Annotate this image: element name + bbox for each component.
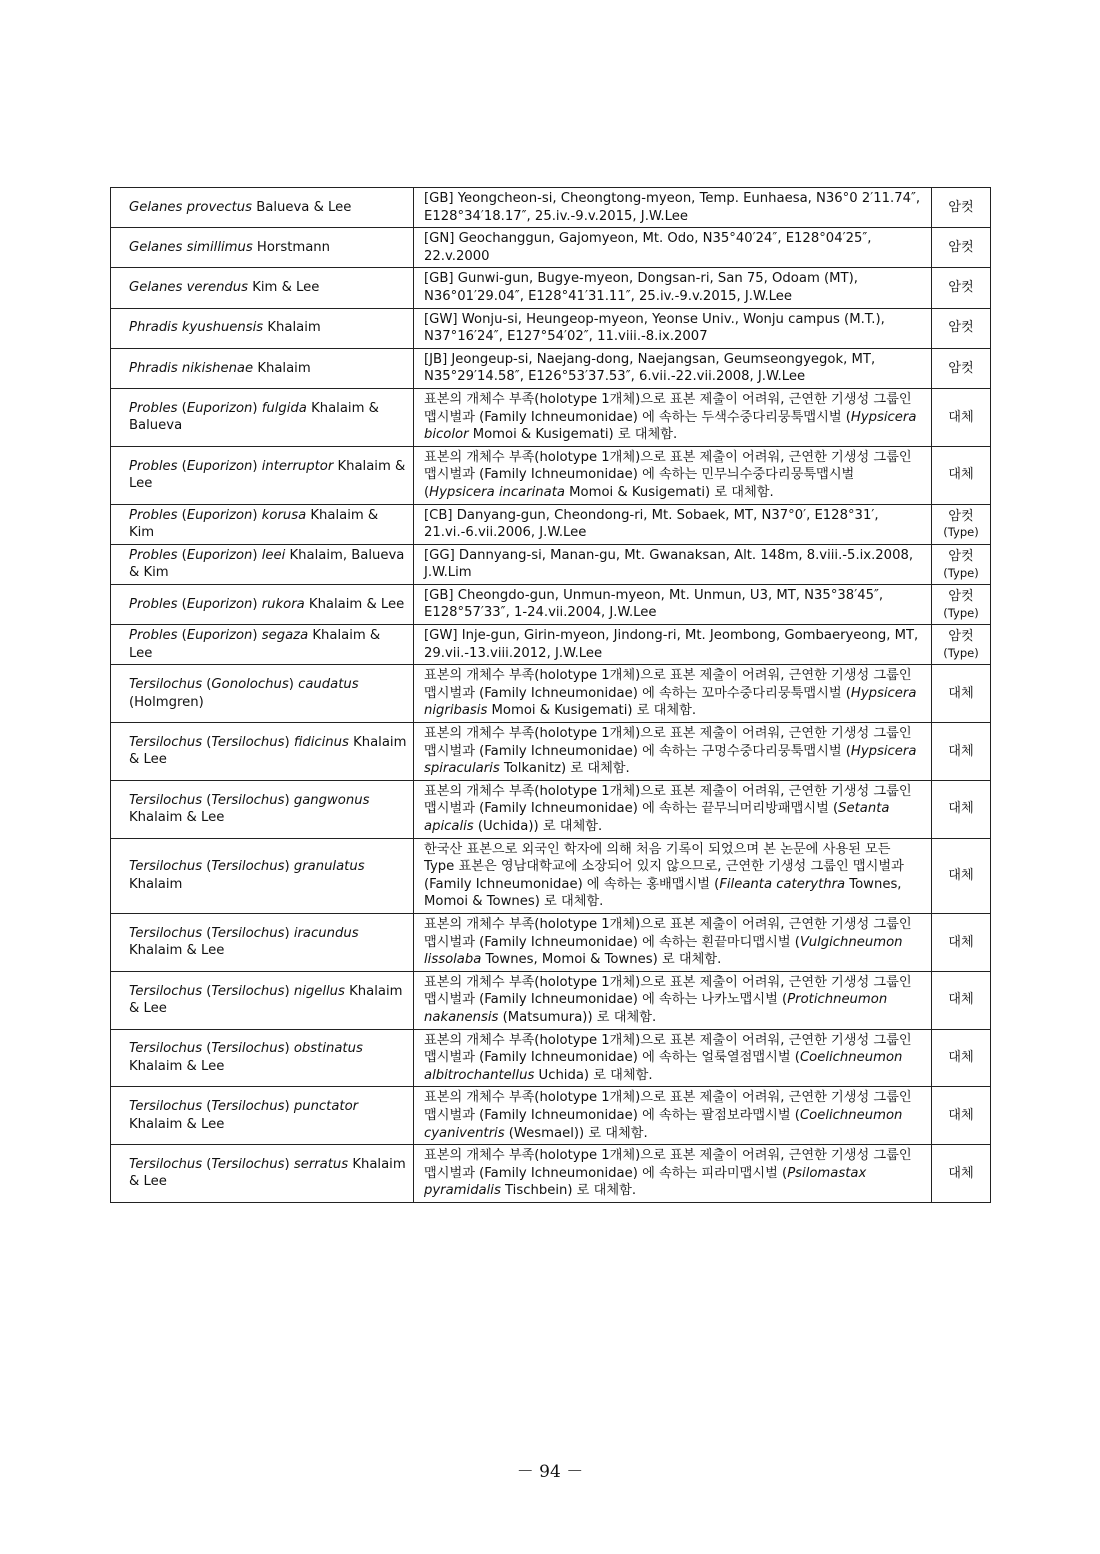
species-text-run: ( [177, 628, 187, 644]
species-cell [111, 1145, 414, 1203]
table-row [111, 913, 991, 971]
specimen-text-run: 표본의 개체수 부족(holotype 1개체)으로 표본 제출이 어려워, 근연한 기생성 그룹인 맵시벌과 (Family Ichneumonidae) 에 속하는 끝무늬머리방패맵시벌 ( [424, 783, 912, 817]
species-text-run: ) [252, 400, 262, 416]
species-text-run: korusa [261, 507, 307, 523]
specimen-text-run: (Uchida)) 로 대체함. [473, 819, 603, 834]
species-text-run: ) [284, 1041, 294, 1057]
species-text-run: ) [284, 925, 294, 941]
species-text-run: Khalaim & Lee [129, 983, 403, 1017]
species-text-run: Khalaim & Lee [129, 734, 407, 768]
species-text-run: (Holmgren) [129, 694, 204, 710]
type-label: (Type) [943, 525, 979, 540]
specimen-text-run: Coelichneumon albitrochantellus [424, 1050, 903, 1083]
species-cell [111, 1087, 414, 1145]
species-text-run: ( [202, 859, 212, 875]
specimen-text-run: (Wesmael)) 로 대체함. [504, 1125, 648, 1141]
specimen-text-run: 한국산 표본으로 외국인 학자에 의해 처음 기록이 되었으며 본 논문에 사용된 모든 Type 표본은 영남대학교에 소장되어 있지 않으므로, 근연한 기생성 그룹인 맵시벌과 (Family Ichneumonidae) 에 속하는 홍배맵시벌 ( [424, 841, 904, 892]
specimen-text-run: [GG] Dannyang-si, Manan-gu, Mt. Gwanaksan, Alt. 148m, 8.viii.-5.ix.2008, J.W.Lim [424, 547, 914, 581]
specimen-cell [414, 268, 932, 308]
species-cell [111, 544, 414, 584]
specimen-text-run: (Matsumura)) 로 대체함. [498, 1009, 657, 1025]
species-text-run: Khalaim & Lee [129, 458, 406, 492]
table-row [111, 188, 991, 228]
table-row [111, 446, 991, 504]
status-cell [932, 446, 991, 504]
species-text-run: ( [202, 1156, 212, 1172]
status-cell [932, 584, 991, 624]
specimen-text-run: Hypsicera incarinata [429, 484, 565, 500]
species-cell [111, 780, 414, 838]
species-cell [111, 838, 414, 913]
species-text-run: Tersilochus [129, 734, 203, 750]
specimen-text-run: Momoi & Kusigemati) 로 대체함. [468, 427, 678, 443]
status-label: 대체 [948, 409, 974, 425]
species-text-run: ) [284, 1156, 294, 1172]
species-text-run: Phradis kyushuensis [129, 320, 264, 336]
species-text-run: Khalaim & Kim [129, 507, 379, 541]
species-cell [111, 308, 414, 348]
specimen-text-run: [CB] Danyang-gun, Cheondong-ri, Mt. Sobaek, MT, N37°0′, E128°31′, 21.vi.-6.vii.2006, J.W.Lee [424, 507, 879, 541]
table-row [111, 723, 991, 781]
specimen-cell [414, 723, 932, 781]
specimen-text-run: 표본의 개체수 부족(holotype 1개체)으로 표본 제출이 어려워, 근연한 기생성 그룹인 맵시벌과 (Family Ichneumonidae) 에 속하는 꼬마수중다리뭉툭맵시벌 ( [424, 668, 912, 701]
status-cell [932, 665, 991, 723]
specimen-text-run: Momoi & Kusigemati) 로 대체함. [564, 484, 774, 500]
species-text-run: obstinatus [293, 1041, 363, 1057]
specimen-text-run: 표본의 개체수 부족(holotype 1개체)으로 표본 제출이 어려워, 근연한 기생성 그룹인 맵시벌과 (Family Ichneumonidae) 에 속하는 구멍수중다리뭉툭맵시벌 ( [424, 726, 912, 759]
status-label: 암컷 [948, 239, 974, 255]
species-text-run: ) [252, 547, 262, 563]
specimen-text-run: Tolkanitz) 로 대체함. [499, 761, 630, 777]
species-text-run: Euporizon [186, 458, 253, 474]
status-cell [932, 971, 991, 1029]
status-label: 대체 [948, 467, 974, 483]
status-cell [932, 838, 991, 913]
specimen-cell [414, 971, 932, 1029]
specimen-cell [414, 348, 932, 388]
species-text-run: Tersilochus [211, 734, 285, 750]
status-cell [932, 268, 991, 308]
species-text-run: ) [252, 507, 262, 523]
species-text-run: Euporizon [186, 628, 253, 644]
specimen-cell [414, 1029, 932, 1087]
species-text-run: ( [177, 507, 187, 523]
species-cell [111, 446, 414, 504]
species-text-run: ) [252, 596, 262, 612]
status-cell [932, 1029, 991, 1087]
specimen-text-run: Setanta apicalis [424, 801, 890, 834]
species-text-run: ) [284, 983, 294, 999]
species-cell [111, 971, 414, 1029]
table-row [111, 780, 991, 838]
species-text-run: iracundus [293, 925, 359, 941]
specimen-text-run: [GN] Geochanggun, Gajomyeon, Mt. Odo, N35°40′24″, E128°04′25″, 22.v.2000 [424, 231, 872, 264]
species-text-run: ( [202, 792, 212, 808]
species-text-run: segaza [261, 628, 309, 644]
specimen-text-run: Psilomastax pyramidalis [424, 1165, 867, 1199]
species-text-run: Horstmann [252, 239, 331, 255]
specimen-cell [414, 308, 932, 348]
species-text-run: Probles [129, 596, 178, 612]
species-text-run: fulgida [261, 400, 307, 416]
specimen-cell [414, 780, 932, 838]
species-text-run: ) [252, 458, 262, 474]
specimen-text-run: [GB] Yeongcheon-si, Cheongtong-myeon, Temp. Eunhaesa, N36°0 2′11.74″, E128°34′18.17″, 25.iv.-9.v.2015, J.W.Lee [424, 191, 921, 224]
specimen-text-run: Hypsicera nigribasis [424, 685, 917, 719]
species-text-run: Probles [129, 400, 178, 416]
species-text-run: Tersilochus [211, 983, 285, 999]
species-text-run: ) [284, 734, 294, 750]
table-row [111, 308, 991, 348]
species-text-run: Tersilochus [211, 1156, 285, 1172]
specimen-cell [414, 388, 932, 446]
specimen-text-run: [GB] Cheongdo-gun, Unmun-myeon, Mt. Unmun, U3, MT, N35°38′45″, E128°57′33″, 1-24.vii.2004, J.W.Lee [424, 587, 884, 621]
species-text-run: Gelanes verendus [129, 280, 249, 296]
specimen-cell [414, 1145, 932, 1203]
species-text-run: Khalaim & Lee [304, 596, 405, 612]
specimen-text-run: 표본의 개체수 부족(holotype 1개체)으로 표본 제출이 어려워, 근연한 기생성 그룹인 맵시벌과 (Family Ichneumonidae) 에 속하는 민무늬수중다리뭉툭맵시벌 ( [424, 449, 912, 500]
table-row [111, 1087, 991, 1145]
species-text-run: ) [284, 859, 294, 875]
specimen-cell [414, 446, 932, 504]
species-text-run: Tersilochus [129, 1099, 203, 1115]
status-label: 암컷 [948, 508, 974, 524]
species-text-run: ( [202, 983, 212, 999]
species-cell [111, 665, 414, 723]
status-label: 암컷 [948, 548, 974, 564]
species-text-run: Euporizon [186, 596, 253, 612]
species-text-run: Tersilochus [211, 1041, 285, 1057]
type-label: (Type) [943, 605, 979, 620]
table-row [111, 544, 991, 584]
species-text-run: serratus [293, 1156, 349, 1172]
status-cell [932, 780, 991, 838]
species-cell [111, 1029, 414, 1087]
status-label: 대체 [948, 934, 974, 950]
species-text-run: Khalaim & Lee [129, 1058, 225, 1074]
specimen-cell [414, 544, 932, 584]
table-row [111, 838, 991, 913]
table-row [111, 268, 991, 308]
specimen-text-run: [GB] Gunwi-gun, Bugye-myeon, Dongsan-ri, San 75, Odoam (MT), N36°01′29.04″, E128°41′31.11″, 25.iv.-9.v.2015, J.W.Lee [424, 271, 858, 304]
page-number: － 94 － [516, 1462, 584, 1482]
species-text-run: ( [202, 925, 212, 941]
species-text-run: ) [284, 792, 294, 808]
specimen-text-run: Fileanta caterythra [719, 876, 846, 892]
status-cell [932, 388, 991, 446]
status-label: 암컷 [948, 589, 974, 605]
species-text-run: Tersilochus [129, 677, 203, 693]
species-text-run: Kim & Lee [248, 280, 320, 296]
specimen-text-run: [GW] Wonju-si, Heungeop-myeon, Yeonse Univ., Wonju campus (M.T.), N37°16′24″, E127°54′02″, 11.viii.-8.ix.2007 [424, 311, 885, 345]
species-text-run: Balueva & Lee [252, 199, 352, 215]
species-cell [111, 268, 414, 308]
species-text-run: Euporizon [186, 507, 253, 523]
status-label: 암컷 [948, 629, 974, 645]
species-text-run: Tersilochus [211, 792, 285, 808]
species-text-run: Khalaim & Lee [129, 628, 381, 661]
species-cell [111, 584, 414, 624]
status-label: 암컷 [948, 320, 974, 336]
type-label: (Type) [943, 645, 979, 660]
species-text-run: Khalaim & Lee [129, 810, 225, 826]
status-cell [932, 308, 991, 348]
species-text-run: Khalaim & Lee [129, 1156, 406, 1190]
species-text-run: fidicinus [293, 734, 349, 750]
species-text-run: ( [202, 1041, 212, 1057]
species-text-run: Tersilochus [211, 1099, 285, 1115]
species-text-run: Khalaim [129, 876, 183, 892]
species-text-run: caudatus [298, 677, 359, 693]
status-cell [932, 188, 991, 228]
specimen-text-run: Townes, Momoi & Townes) 로 대체함. [481, 952, 722, 968]
status-cell [932, 1145, 991, 1203]
specimen-text-run: Townes, Momoi & Townes) 로 대체함. [424, 876, 902, 910]
status-cell [932, 1087, 991, 1145]
species-text-run: Khalaim, Balueva & Kim [129, 547, 405, 581]
specimen-text-run: 표본의 개체수 부족(holotype 1개체)으로 표본 제출이 어려워, 근연한 기생성 그룹인 맵시벌과 (Family Ichneumonidae) 에 속하는 나카노맵시벌 ( [424, 974, 912, 1008]
specimen-text-run: Vulgichneumon lissolaba [424, 934, 903, 968]
specimen-cell [414, 188, 932, 228]
table-row [111, 584, 991, 624]
specimen-cell [414, 665, 932, 723]
species-text-run: ( [202, 734, 212, 750]
species-cell [111, 188, 414, 228]
species-text-run: Khalaim & Lee [129, 943, 225, 959]
species-text-run: rukora [261, 596, 305, 612]
species-text-run: ( [202, 1099, 212, 1115]
status-label: 대체 [948, 1050, 974, 1066]
species-text-run: Probles [129, 628, 178, 644]
species-text-run: Euporizon [186, 547, 253, 563]
species-text-run: Tersilochus [211, 859, 285, 875]
specimen-text-run: 표본의 개체수 부족(holotype 1개체)으로 표본 제출이 어려워, 근연한 기생성 그룹인 맵시벌과 (Family Ichneumonidae) 에 속하는 팔점보라맵시벌 ( [424, 1090, 912, 1123]
species-cell [111, 228, 414, 268]
specimen-text-run: 표본의 개체수 부족(holotype 1개체)으로 표본 제출이 어려워, 근연한 기생성 그룹인 맵시벌과 (Family Ichneumonidae) 에 속하는 두색수중다리뭉툭맵시벌 ( [424, 391, 912, 425]
species-cell [111, 913, 414, 971]
species-text-run: Khalaim & Balueva [129, 400, 379, 434]
species-text-run: punctator [293, 1099, 359, 1115]
specimen-text-run: Hypsicera spiracularis [424, 743, 917, 777]
status-cell [932, 504, 991, 544]
species-text-run: Khalaim [263, 320, 321, 336]
specimen-cell [414, 838, 932, 913]
species-text-run: Khalaim & Lee [129, 1116, 225, 1132]
status-cell [932, 625, 991, 665]
table-row [111, 388, 991, 446]
status-cell [932, 913, 991, 971]
species-text-run: Probles [129, 507, 178, 523]
specimen-text-run: Tischbein) 로 대체함. [500, 1183, 637, 1199]
species-cell [111, 348, 414, 388]
specimen-text-run: Hypsicera bicolor [424, 409, 917, 443]
status-label: 대체 [948, 685, 974, 701]
species-text-run: Tersilochus [129, 1156, 203, 1172]
status-cell [932, 544, 991, 584]
status-cell [932, 228, 991, 268]
status-label: 암컷 [948, 280, 974, 296]
status-label: 대체 [948, 1165, 974, 1181]
specimen-cell [414, 504, 932, 544]
specimen-cell [414, 625, 932, 665]
specimen-text-run: Coelichneumon cyaniventris [424, 1107, 903, 1141]
specimen-cell [414, 584, 932, 624]
species-text-run: Probles [129, 547, 178, 563]
specimen-text-run: Momoi & Kusigemati) 로 대체함. [487, 703, 697, 719]
species-text-run: ) [284, 1099, 294, 1115]
species-text-run: ( [177, 458, 187, 474]
species-text-run: ( [177, 596, 187, 612]
species-text-run: Tersilochus [129, 925, 203, 941]
species-text-run: Tersilochus [129, 859, 203, 875]
species-text-run: granulatus [293, 859, 365, 875]
species-text-run: Gelanes simillimus [129, 239, 253, 255]
table-row [111, 504, 991, 544]
specimen-cell [414, 228, 932, 268]
species-text-run: gangwonus [293, 792, 370, 808]
species-text-run: leei [261, 547, 286, 563]
table-row [111, 971, 991, 1029]
species-text-run: Tersilochus [129, 792, 203, 808]
status-label: 대체 [948, 801, 974, 817]
specimen-cell [414, 913, 932, 971]
status-label: 암컷 [948, 360, 974, 376]
status-label: 암컷 [948, 199, 974, 215]
species-text-run: Khalaim [253, 360, 311, 376]
specimen-cell [414, 1087, 932, 1145]
species-cell [111, 504, 414, 544]
table-row [111, 348, 991, 388]
type-label: (Type) [943, 565, 979, 580]
species-text-run: Phradis nikishenae [129, 360, 254, 376]
species-cell [111, 723, 414, 781]
specimen-text-run: [JB] Jeongeup-si, Naejang-dong, Naejangsan, Geumseongyegok, MT, N35°29′14.58″, E126°53′37.53″, 6.vii.-22.vii.2008, J.W.Lee [424, 351, 876, 385]
table-row [111, 228, 991, 268]
status-label: 대체 [948, 743, 974, 759]
species-text-run: nigellus [293, 983, 345, 999]
species-text-run: Probles [129, 458, 178, 474]
table-row [111, 1145, 991, 1203]
species-text-run: Gelanes provectus [129, 199, 253, 215]
species-text-run: Tersilochus [129, 983, 203, 999]
specimen-table [110, 187, 991, 1203]
species-cell [111, 625, 414, 665]
species-cell [111, 388, 414, 446]
status-cell [932, 723, 991, 781]
specimen-text-run: 표본의 개체수 부족(holotype 1개체)으로 표본 제출이 어려워, 근연한 기생성 그룹인 맵시벌과 (Family Ichneumonidae) 에 속하는 얼룩열점맵시벌 ( [424, 1032, 912, 1066]
status-cell [932, 348, 991, 388]
specimen-text-run: 표본의 개체수 부족(holotype 1개체)으로 표본 제출이 어려워, 근연한 기생성 그룹인 맵시벌과 (Family Ichneumonidae) 에 속하는 피라미맵시벌 ( [424, 1148, 912, 1181]
status-label: 대체 [948, 992, 974, 1008]
table-row [111, 1029, 991, 1087]
species-text-run: ) [252, 628, 262, 644]
species-text-run: Gonolochus [211, 677, 289, 693]
species-text-run: ( [177, 547, 187, 563]
species-text-run: interruptor [261, 458, 334, 474]
specimen-text-run: Uchida) 로 대체함. [534, 1067, 653, 1083]
status-label: 대체 [948, 867, 974, 883]
species-text-run: Tersilochus [211, 925, 285, 941]
table-row [111, 625, 991, 665]
specimen-text-run: [GW] Inje-gun, Girin-myeon, Jindong-ri, Mt. Jeombong, Gombaeryeong, MT, 29.vii.-13.viii.2012, J.W.Lee [424, 628, 919, 661]
specimen-text-run: Protichneumon nakanensis [424, 992, 888, 1025]
status-label: 대체 [948, 1107, 974, 1123]
table-body [111, 188, 991, 1203]
specimen-text-run: 표본의 개체수 부족(holotype 1개체)으로 표본 제출이 어려워, 근연한 기생성 그룹인 맵시벌과 (Family Ichneumonidae) 에 속하는 흰끝마디맵시벌 ( [424, 916, 912, 950]
table-row [111, 665, 991, 723]
species-text-run: Euporizon [186, 400, 253, 416]
species-text-run: Tersilochus [129, 1041, 203, 1057]
species-text-run: ) [288, 677, 299, 693]
species-text-run: ( [202, 677, 212, 693]
species-text-run: ( [177, 400, 187, 416]
